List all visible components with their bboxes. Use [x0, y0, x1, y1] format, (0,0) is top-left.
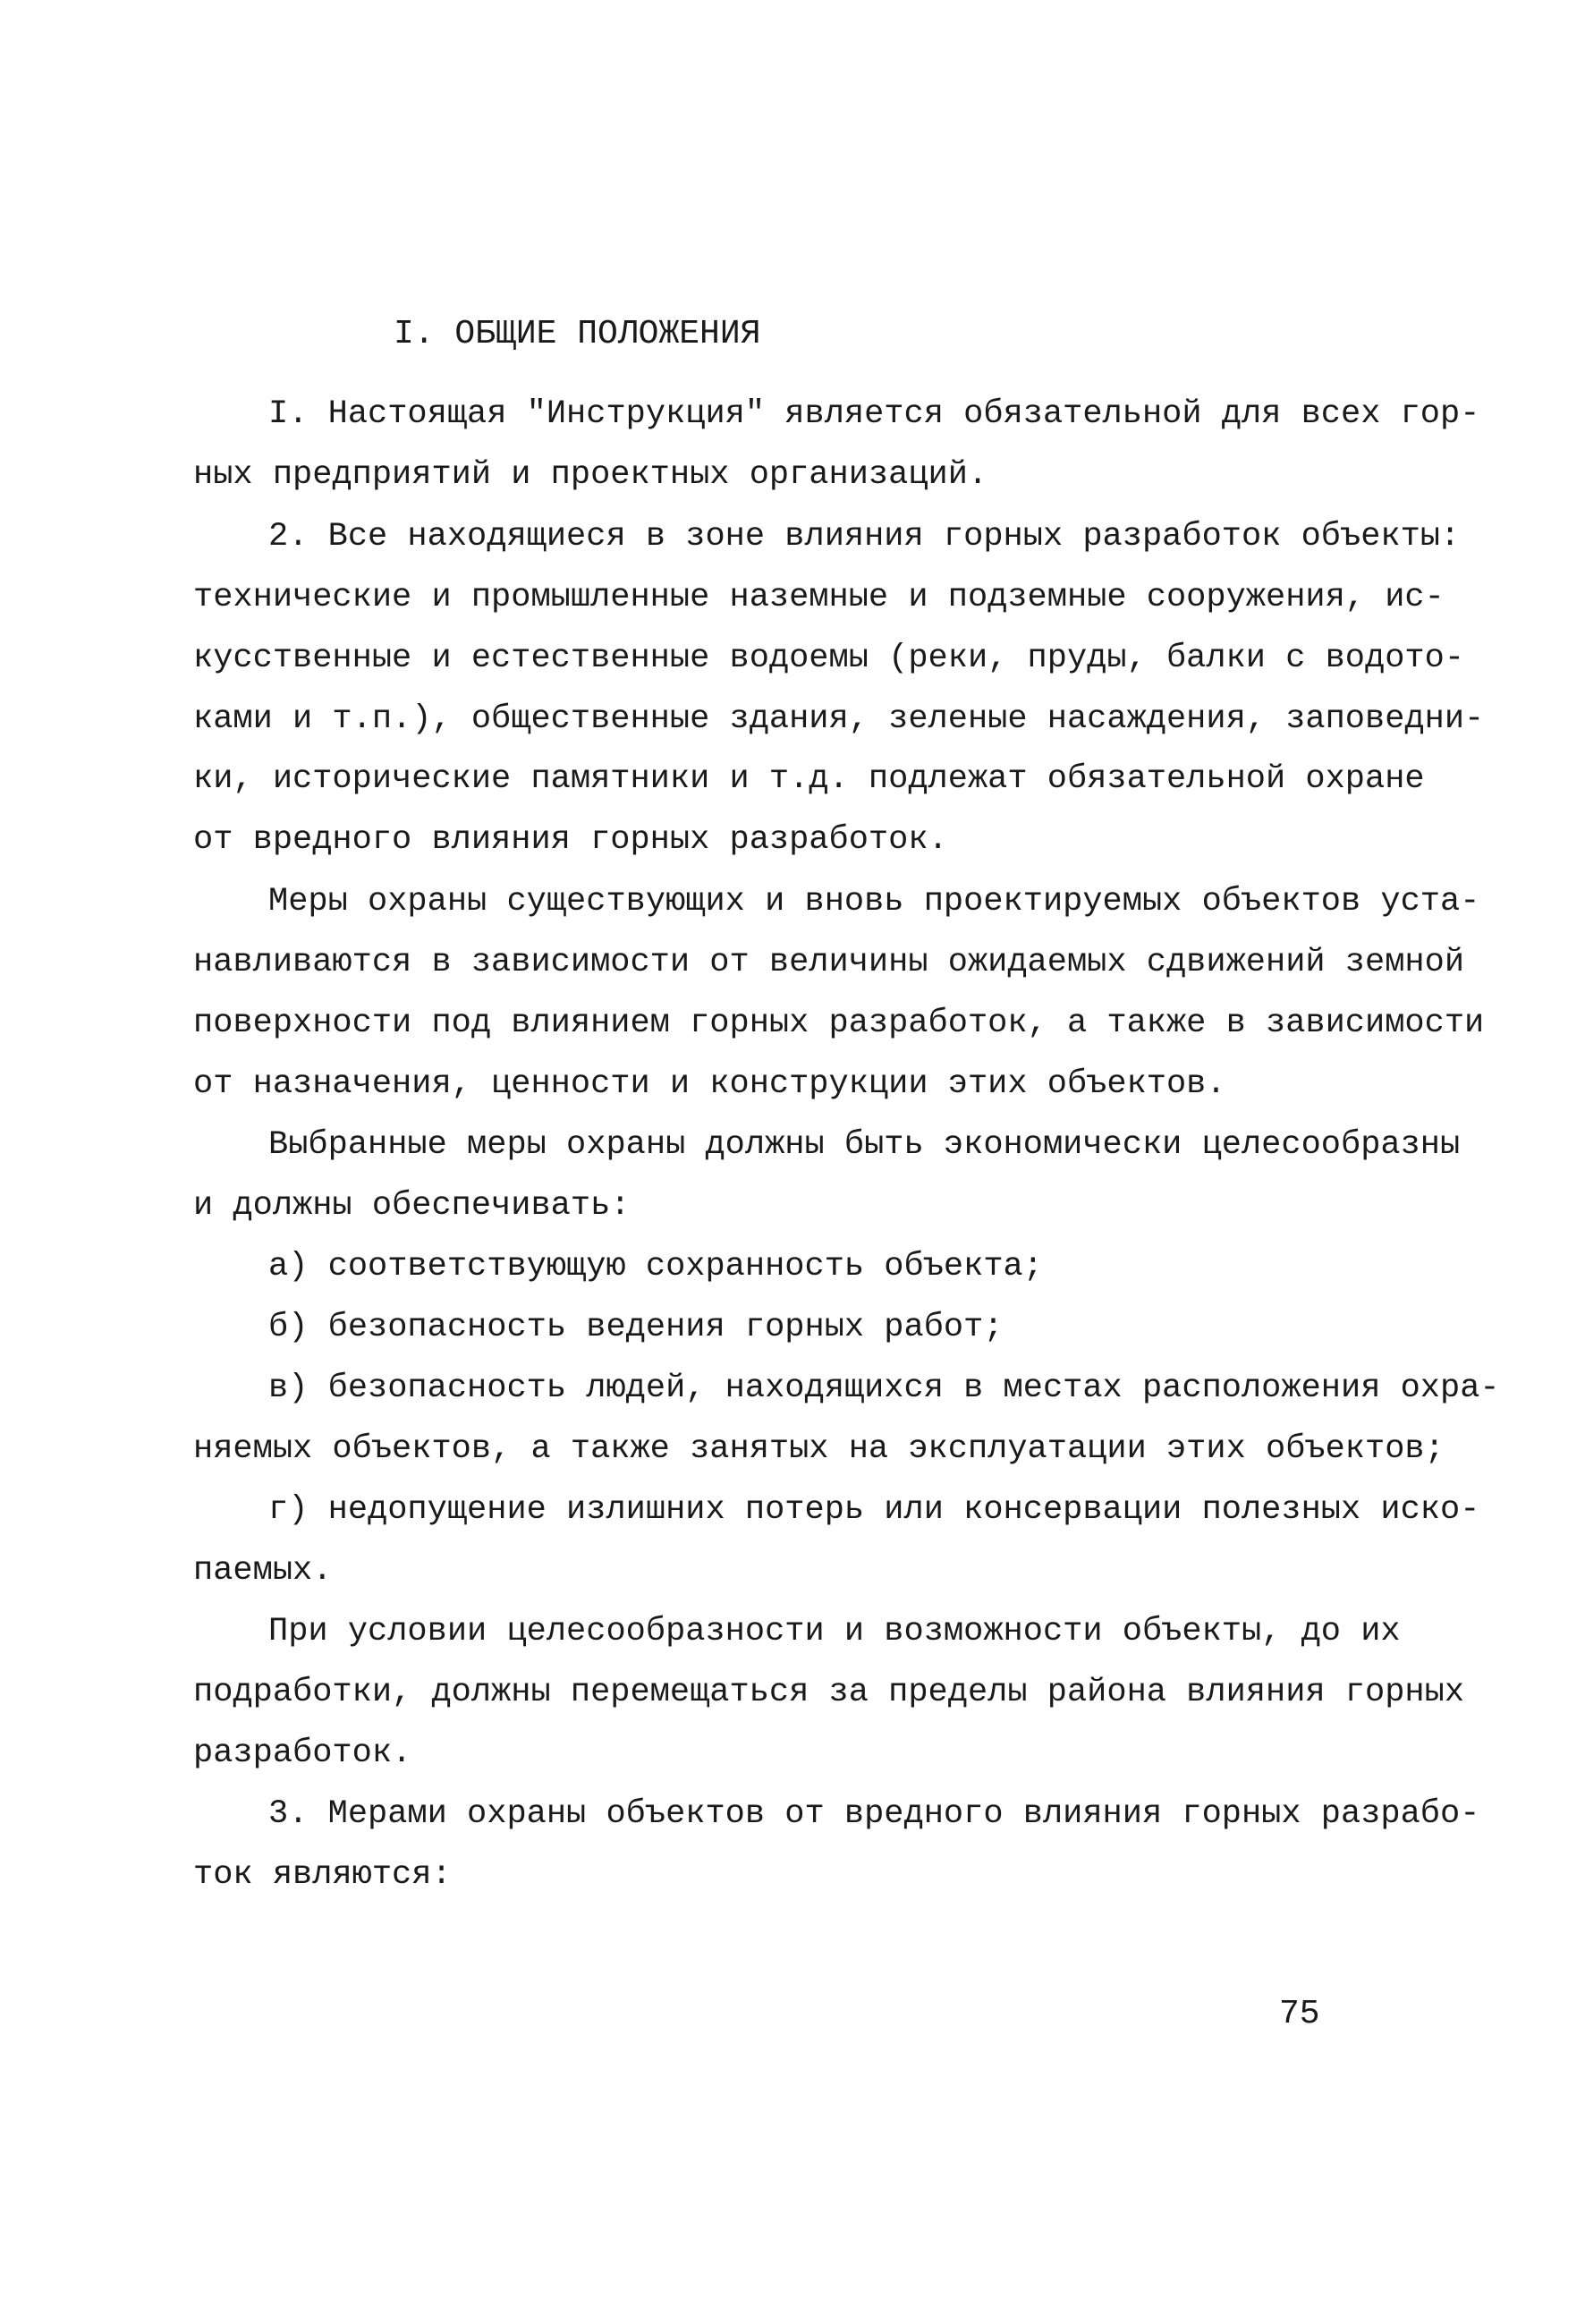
text-line: технические и промышленные наземные и подземные сооружения, ис-	[193, 579, 1445, 616]
list-item-a: а) соответствующую сохранность объекта;	[268, 1248, 1043, 1285]
list-item-g: г) недопущение излишних потерь или консервации полезных иско-	[268, 1491, 1480, 1529]
text-line: ками и т.п.), общественные здания, зеленые насаждения, заповедни-	[193, 700, 1485, 738]
text-line: 2. Все находящиеся в зоне влияния горных разработок объекты:	[268, 518, 1461, 556]
text-line: и должны обеспечивать:	[193, 1187, 631, 1225]
list-item-v: в) безопасность людей, находящихся в местах расположения охра-	[268, 1370, 1500, 1407]
text-line: поверхности под влиянием горных разработок, а также в зависимости	[193, 1005, 1485, 1042]
text-line: кусственные и естественные водоемы (реки, пруды, балки с водото-	[193, 640, 1465, 677]
text-line: Меры охраны существующих и вновь проектируемых объектов уста-	[268, 883, 1480, 920]
text-line: навливаются в зависимости от величины ожидаемых сдвижений земной	[193, 944, 1465, 981]
text-line: от вредного влияния горных разработок.	[193, 821, 948, 859]
section-heading: I. ОБЩИЕ ПОЛОЖЕНИЯ	[394, 315, 761, 353]
text-line: ных предприятий и проектных организаций.	[193, 456, 988, 494]
list-item-b: б) безопасность ведения горных работ;	[268, 1309, 1004, 1346]
text-line: паемых.	[193, 1552, 333, 1590]
text-line: 3. Мерами охраны объектов от вредного влияния горных разрабо-	[268, 1795, 1480, 1833]
text-line: При условии целесообразности и возможности объекты, до их	[268, 1613, 1401, 1650]
text-line: подработки, должны перемещаться за пределы района влияния горных	[193, 1674, 1465, 1711]
text-line: разработок.	[193, 1735, 412, 1772]
text-line: Выбранные меры охраны должны быть экономически целесообразны	[268, 1126, 1461, 1164]
text-line: ток являются:	[193, 1856, 452, 1894]
text-line: ки, исторические памятники и т.д. подлежат обязательной охране	[193, 760, 1425, 798]
page-number: 75	[1279, 1995, 1320, 2033]
text-line: от назначения, ценности и конструкции этих объектов.	[193, 1065, 1226, 1103]
text-line: няемых объектов, а также занятых на эксплуатации этих объектов;	[193, 1430, 1445, 1468]
text-line: I. Настоящая "Инструкция" является обязательной для всех гор-	[268, 395, 1480, 433]
